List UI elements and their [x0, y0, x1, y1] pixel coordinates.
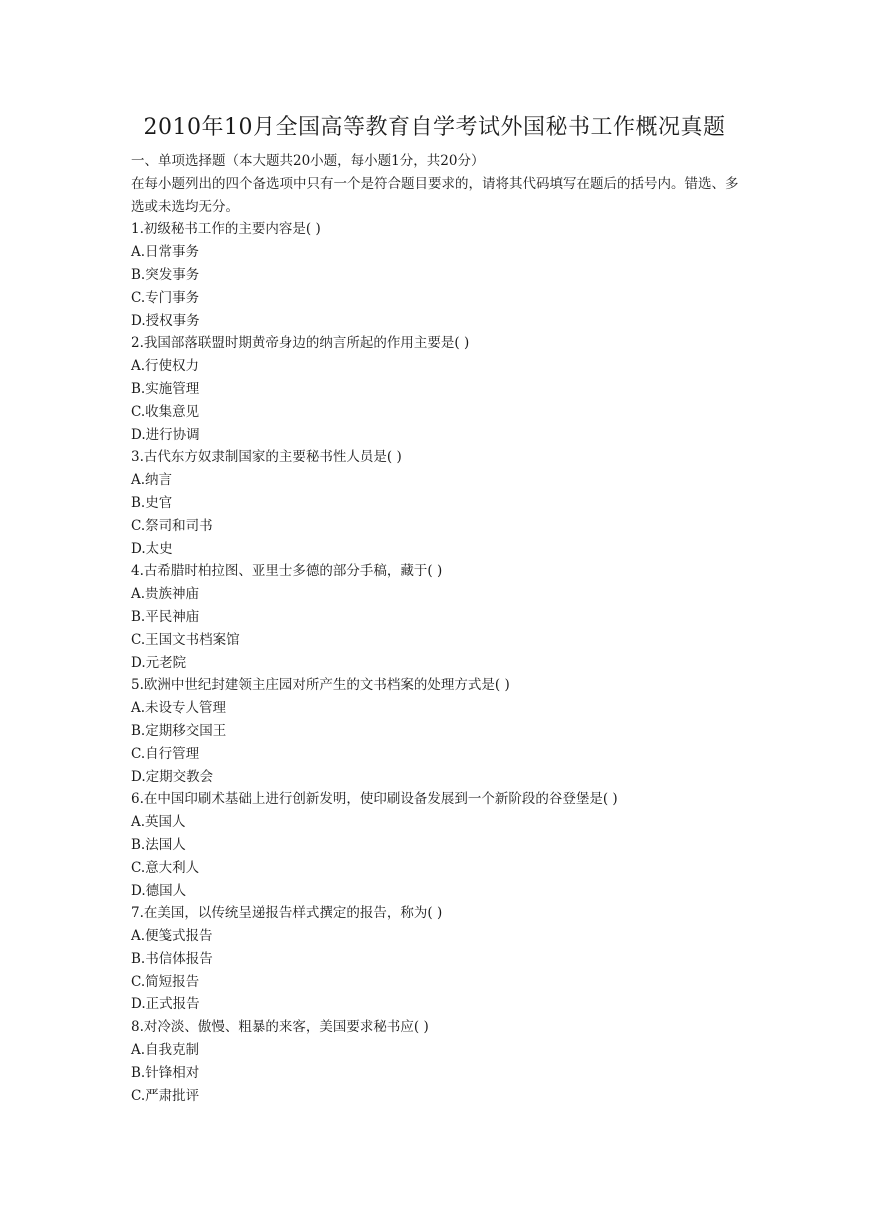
exam-content: [131, 150, 751, 1107]
question-block: [131, 788, 751, 902]
question-list: [131, 218, 751, 1107]
option-c: C.王国文书档案馆: [131, 631, 240, 648]
option-c: C.意大利人: [131, 859, 200, 876]
option-a: A.纳言: [131, 472, 173, 489]
option-a: A.行使权力: [131, 358, 200, 375]
option-b: B.法国人: [131, 836, 186, 853]
option-c: C.自行管理: [131, 745, 200, 762]
option-b: B.定期移交国王: [131, 722, 227, 739]
option-a: A.便笺式报告: [131, 928, 213, 945]
question-text: 8.对冷淡、傲慢、粗暴的来客，美国要求秘书应( ): [131, 1019, 429, 1036]
question-block: [131, 560, 751, 674]
option-d: D.定期交教会: [131, 768, 214, 785]
question-text: 5.欧洲中世纪封建领主庄园对所产生的文书档案的处理方式是( ): [131, 677, 510, 694]
option-a: A.英国人: [131, 814, 186, 831]
option-d: D.授权事务: [131, 312, 200, 329]
question-block: [131, 902, 751, 1016]
option-c: C.祭司和司书: [131, 517, 213, 534]
option-b: B.针锋相对: [131, 1064, 200, 1081]
option-b: B.平民神庙: [131, 608, 200, 625]
question-text: 3.古代东方奴隶制国家的主要秘书性人员是( ): [131, 449, 402, 466]
question-block: [131, 1016, 751, 1107]
instructions: 在每小题列出的四个备选项中只有一个是符合题目要求的，请将其代码填写在题后的括号内。错选、多选或未选均无分。: [131, 175, 739, 215]
question-block: [131, 674, 751, 788]
question-block: [131, 332, 751, 446]
question-text: 1.初级秘书工作的主要内容是( ): [131, 221, 321, 238]
question-text: 6.在中国印刷术基础上进行创新发明，使印刷设备发展到一个新阶段的谷登堡是( ): [131, 791, 618, 808]
option-b: B.史官: [131, 494, 173, 511]
option-d: D.正式报告: [131, 996, 200, 1013]
option-c: C.收集意见: [131, 403, 200, 420]
option-a: A.自我克制: [131, 1042, 200, 1059]
question-text: 2.我国部落联盟时期黄帝身边的纳言所起的作用主要是( ): [131, 335, 470, 352]
option-a: A.日常事务: [131, 244, 200, 261]
option-b: B.突发事务: [131, 266, 200, 283]
option-c: C.专门事务: [131, 289, 200, 306]
option-c: C.严肃批评: [131, 1087, 200, 1104]
option-d: D.元老院: [131, 654, 187, 671]
option-d: D.进行协调: [131, 426, 200, 443]
question-text: 7.在美国，以传统呈递报告样式撰定的报告，称为( ): [131, 905, 443, 922]
section-heading: 一、单项选择题（本大题共20小题，每小题1分，共20分）: [131, 153, 485, 169]
exam-title: 2010年10月全国高等教育自学考试外国秘书工作概况真题: [143, 115, 726, 140]
option-c: C.简短报告: [131, 973, 200, 990]
question-block: [131, 446, 751, 560]
option-a: A.贵族神庙: [131, 586, 200, 603]
option-d: D.太史: [131, 540, 173, 557]
option-b: B.书信体报告: [131, 950, 213, 967]
option-d: D.德国人: [131, 882, 187, 899]
question-block: [131, 218, 751, 332]
question-text: 4.古希腊时柏拉图、亚里士多德的部分手稿，藏于( ): [131, 563, 443, 580]
option-a: A.未设专人管理: [131, 700, 227, 717]
option-b: B.实施管理: [131, 380, 200, 397]
